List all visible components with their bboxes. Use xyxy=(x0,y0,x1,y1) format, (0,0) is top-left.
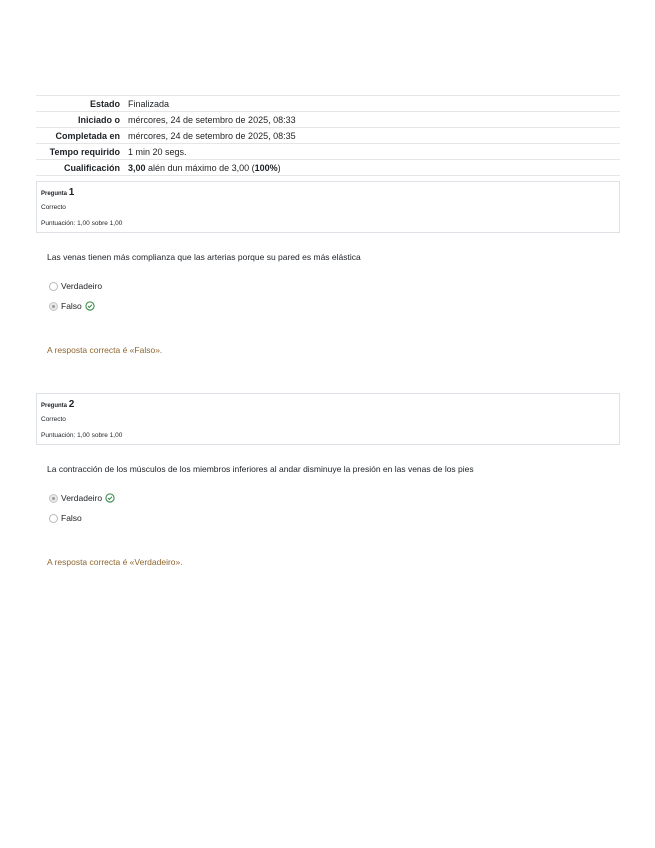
radio-button[interactable] xyxy=(49,282,58,291)
question-number-value: 2 xyxy=(68,399,75,410)
summary-row-grade xyxy=(36,160,620,176)
summary-row-started xyxy=(36,112,620,128)
question-info-box xyxy=(36,181,620,233)
summary-row-state xyxy=(36,96,620,112)
radio-button[interactable] xyxy=(49,514,58,523)
question-text: Las venas tienen más complianza que las arterias porque su pared es más elástica xyxy=(47,252,361,262)
summary-label: Estado xyxy=(36,96,124,112)
question-number xyxy=(41,187,74,198)
grade-text: alén dun máximo de 3,00 ( xyxy=(145,162,255,173)
question-number-value: 1 xyxy=(68,187,75,198)
question-number xyxy=(41,399,74,410)
question-state: Correcto xyxy=(41,416,66,423)
answer-label: Verdadeiro xyxy=(61,281,103,291)
answer-label: Falso xyxy=(61,513,82,523)
question-label: Pregunta xyxy=(41,403,68,409)
answer-label: Verdadeiro xyxy=(61,493,103,503)
answer-option[interactable] xyxy=(49,280,102,292)
summary-label: Iniciado o xyxy=(36,112,124,128)
answer-option[interactable] xyxy=(49,300,95,312)
summary-value: 1 min 20 segs. xyxy=(124,144,620,160)
radio-button[interactable] xyxy=(49,494,58,503)
answer-option[interactable] xyxy=(49,492,115,504)
summary-value: Finalizada xyxy=(124,96,620,112)
check-circle-icon xyxy=(85,301,95,311)
grade-score: 3,00 xyxy=(128,162,146,173)
summary-label: Tempo requirido xyxy=(36,144,124,160)
summary-label: Cualificación xyxy=(36,160,124,176)
answer-option[interactable] xyxy=(49,512,82,524)
grade-percent: 100% xyxy=(254,162,278,173)
correct-answer-feedback: A resposta correcta é «Verdadeiro». xyxy=(47,557,183,567)
radio-button[interactable] xyxy=(49,302,58,311)
correct-answer-feedback: A resposta correcta é «Falso». xyxy=(47,345,163,355)
question-state: Correcto xyxy=(41,204,66,211)
answer-label: Falso xyxy=(61,301,82,311)
quiz-summary-table xyxy=(36,95,620,176)
summary-value: mércores, 24 de setembro de 2025, 08:35 xyxy=(124,128,620,144)
grade-close: ) xyxy=(277,162,281,173)
check-circle-icon xyxy=(105,493,115,503)
question-label: Pregunta xyxy=(41,191,68,197)
question-grade: Puntuación: 1,00 sobre 1,00 xyxy=(41,220,123,227)
summary-value xyxy=(124,160,620,176)
question-info-box xyxy=(36,393,620,445)
summary-label: Completada en xyxy=(36,128,124,144)
summary-row-completed xyxy=(36,128,620,144)
summary-row-time-taken xyxy=(36,144,620,160)
summary-value: mércores, 24 de setembro de 2025, 08:33 xyxy=(124,112,620,128)
question-grade: Puntuación: 1,00 sobre 1,00 xyxy=(41,432,123,439)
question-text: La contracción de los músculos de los miembros inferiores al andar disminuye la presión en las venas de los pies xyxy=(47,464,474,474)
